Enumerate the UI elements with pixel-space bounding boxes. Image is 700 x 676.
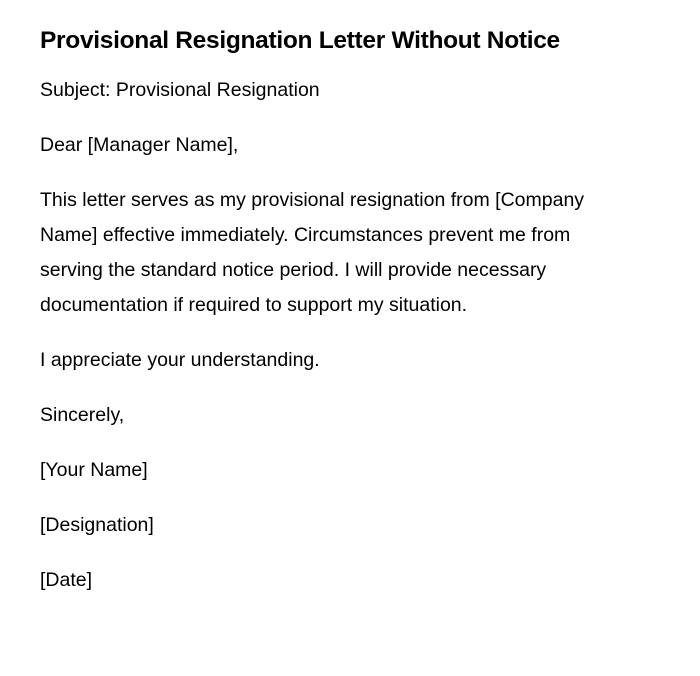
sign-off: Sincerely, xyxy=(40,404,125,426)
letter-title: Provisional Resignation Letter Without Notice xyxy=(40,27,560,54)
letter-date: [Date] xyxy=(40,569,93,591)
body-paragraph: This letter serves as my provisional resignation from [Company Name] effective immediately. Circumstances prevent me from serving the standard notice period. I will provide necessary documentation if required to support my situation. xyxy=(40,189,585,316)
subject-line: Subject: Provisional Resignation xyxy=(40,79,320,101)
closing-line: I appreciate your understanding. xyxy=(40,349,320,371)
signer-name: [Your Name] xyxy=(40,459,148,481)
signer-designation: [Designation] xyxy=(40,514,154,536)
letter-document xyxy=(40,24,660,618)
salutation: Dear [Manager Name], xyxy=(40,134,239,156)
